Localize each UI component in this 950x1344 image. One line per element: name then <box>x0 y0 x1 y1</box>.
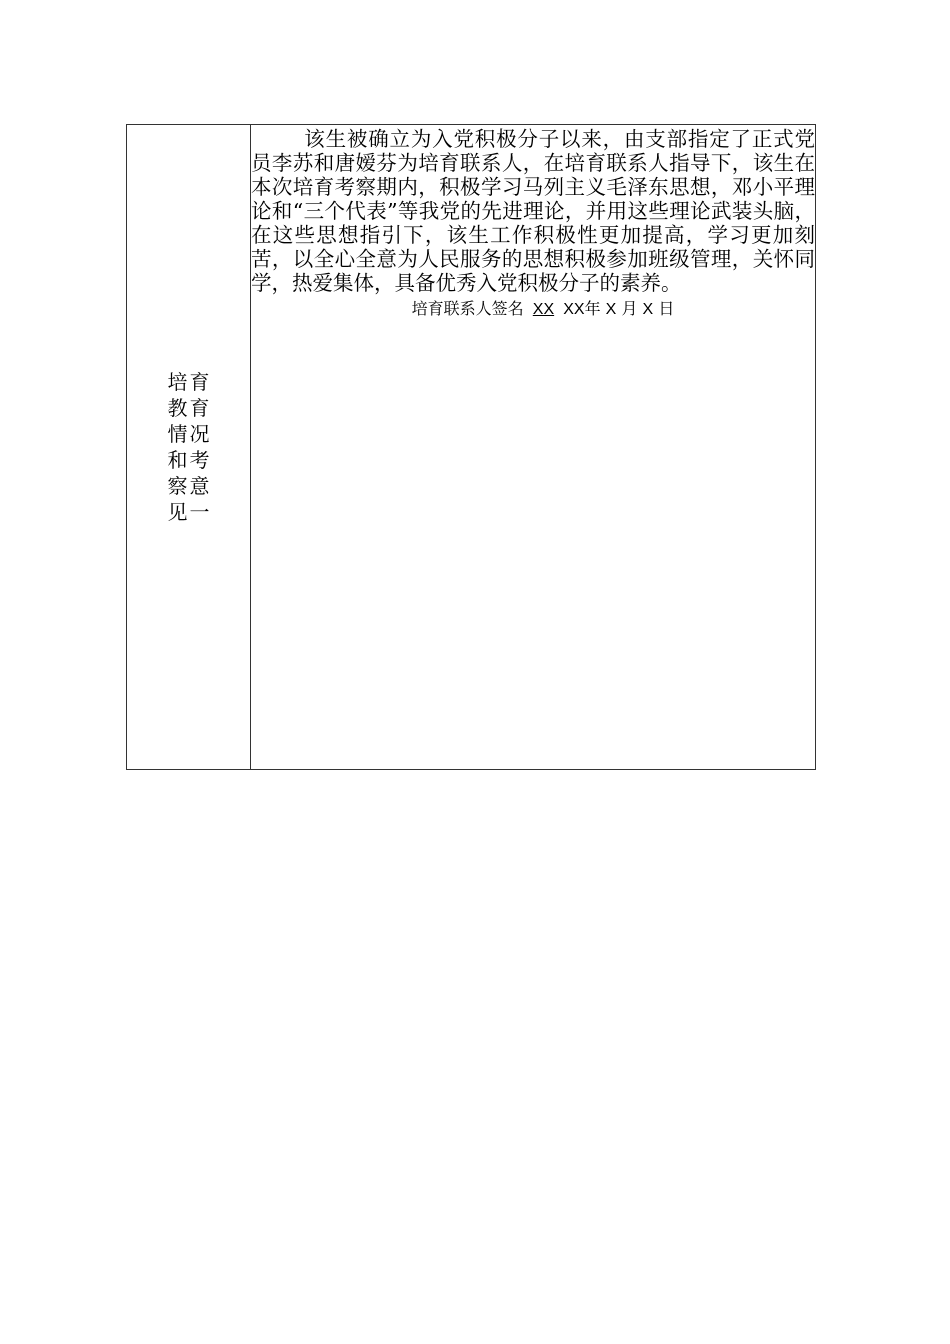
signature-month-value: X <box>605 301 617 318</box>
signature-day-value: X <box>642 301 654 318</box>
assessment-table <box>126 124 816 770</box>
signature-label: 培育联系人签名 <box>411 299 524 318</box>
signature-name: XX <box>532 301 555 318</box>
signature-month-unit: 月 <box>621 299 638 318</box>
signature-year-value: XX <box>563 301 585 318</box>
signature-day-unit: 日 <box>658 299 675 318</box>
signature-year-unit: 年 <box>584 299 601 318</box>
signature-line <box>251 297 815 322</box>
opinion-text: 该生被确立为入党积极分子以来，由支部指定了正式党员李苏和唐嫒芬为培育联系人，在培育联系人指导下，该生在本次培育考察期内，积极学习马列主义毛泽东思想，邓小平理论和“三个代表”等我党的先进理论，并用这些理论武装头脑，在这些思想指引下，该生工作积极性更加提高，学习更加刻苦，以全心全意为人民服务的思想积极参加班级管理，关怀同学，热爱集体，具备优秀入党积极分子的素养。 <box>251 127 815 295</box>
row-label-cell <box>127 125 251 770</box>
opinion-cell <box>251 125 816 770</box>
row-label: 培育教育情况和考察意见一 <box>167 370 212 524</box>
assessment-row <box>127 125 816 770</box>
